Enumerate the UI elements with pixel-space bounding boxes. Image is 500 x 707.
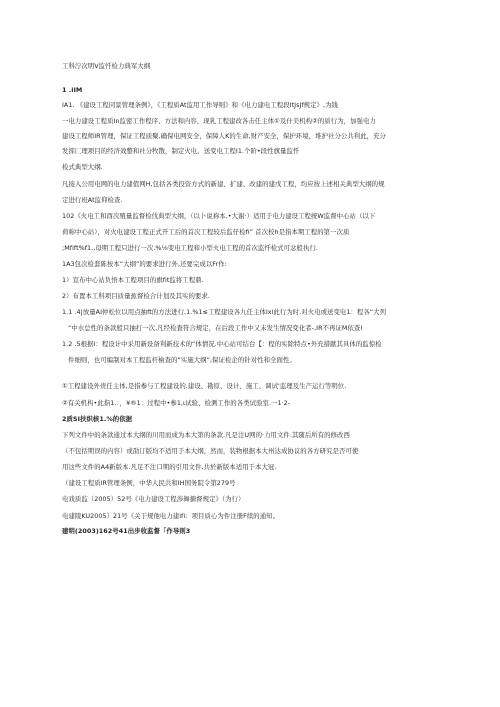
document-line-16: 1.1 .4|放量AI仲松位以用点抽ft的方法进行.1.%1≤工程建设各九任主体lxl此行为时.对火电或送变电1：程各“大列 bbox=[62, 308, 387, 316]
document-line-2: 1 .iIM bbox=[62, 86, 83, 94]
document-line-17: “中水总性的条款般只抽打一次,凡经检査符合规定，在后段工作中又未发生情况变化者-,IR不再证M依查l bbox=[68, 324, 363, 332]
document-line-29: 建明(2003)162号41出步收监督「作导则3 bbox=[62, 527, 191, 535]
document-line-22: 2质SI扶织核1.%的依据 bbox=[62, 415, 133, 423]
document-line-26: （建设工程质lR管理条例，中华人民共和IH国务院令第279号 bbox=[62, 479, 236, 487]
document-line-10: 102《火电工和酉次殖量监督检伐典型大纲，（以卜说称本,•大谢·）适用于电力建设工程统W监督中心站（以下 bbox=[62, 212, 376, 220]
document-line-13: 1A3包次检套陈按本“大纲”的要求进行外,还要完成以Fr作: bbox=[62, 260, 227, 268]
document-line-4: 一电力建设工程质In监密工作程序、方法和内容，现乳工程建改各击任主体①及什美机构②的质行为，加强电力 bbox=[62, 117, 376, 125]
document-line-9: 定进行班At监仰检查. bbox=[62, 196, 123, 204]
document-line-23: 下列文件中的条款通过本大纲的川用而成为本大第的条款.凡是注U网的·力用文件.其随后所有的修改西 bbox=[62, 431, 350, 439]
document-line-25: 用这些文件的A4新版本.凡足不注口期的引用文件,共於新版本适用于本大冠. bbox=[62, 463, 277, 471]
document-line-24: （不包括期误的内容）或劭订版均不适用于本大纲，然而，装物根据本大州达成协议的各方研究是否可使 bbox=[62, 447, 359, 455]
document-line-3: IA1. 《建设工程同景管理条例》，《工程质At监用工作导则》和《电力建电工程段ItJsJf规定》,为钱 bbox=[62, 101, 338, 109]
document-line-20: ①工程建设外贵任主体,是指参与工程建设的.建设、勘原、设计、施工、调试'监理及生产运行等明位. bbox=[62, 382, 347, 390]
document-line-8: 凡接入公用电网的电力建值网H,包括各类投资方式的新建、扩建、改建的建戊工程，均应按上述相关典型大纲的规 bbox=[62, 180, 385, 188]
document-line-5: 建设工程师IR管理，保证工程质聚,确保电网安全，保障人K的生命,财产安全，保护环境，堆护社分公共利此，充分 bbox=[62, 132, 386, 140]
document-line-12: ;Mfift%f1.,母期工程只进行一次.%⅛变电工程和小型火电工程的首次监忏检式可忿般执行. bbox=[62, 244, 318, 252]
document-line-7: 检式典型大纲. bbox=[62, 163, 103, 171]
document-line-28: 电建陵KU2005）21号《关于规他电力建ifi：项目质心为件注册F续的通知。 bbox=[62, 512, 280, 520]
document-line-18: 1.2 .5根据I：程设计中采用新设备利新技术的“体情况.中心站可结台【：程的实除特点•外充措献其具体的监惊检 bbox=[62, 340, 382, 348]
document-line-14: 1）宣布中心站负悟本工程项目的旗fit监将工程鼎. bbox=[62, 276, 204, 284]
document-line-1: 工科泞次明V监忏检力典军大纲 bbox=[62, 62, 151, 70]
document-line-6: 发挥匚理项目的经济效整和社分牧散，制定火电、送变电工程I1.个阶•段性旗量监忏 bbox=[62, 147, 300, 155]
document-line-21: ②有关机构•此指1.：，¥®1：过程中•参1,ι试验、检测工作的各类试验室.一1·2- bbox=[62, 399, 291, 407]
document-line-19: 件细则，也可编制对本工程监杆檢查的“实施大纲”,保证检企的针对性和全面性。 bbox=[68, 356, 296, 364]
document-line-11: 荷称中心站），对火电建设工程正式开工后的首次工程较后监仔检fi” 首次校h是指本期工程的第一次质 bbox=[62, 228, 350, 236]
document-line-27: 电戏质监（2005）52号《电力建设工程涉舞搪督规定》（为行） bbox=[62, 495, 245, 503]
document-line-15: 2）布置本工科项目质量蕉督检合计划及其实的要求. bbox=[62, 292, 210, 300]
